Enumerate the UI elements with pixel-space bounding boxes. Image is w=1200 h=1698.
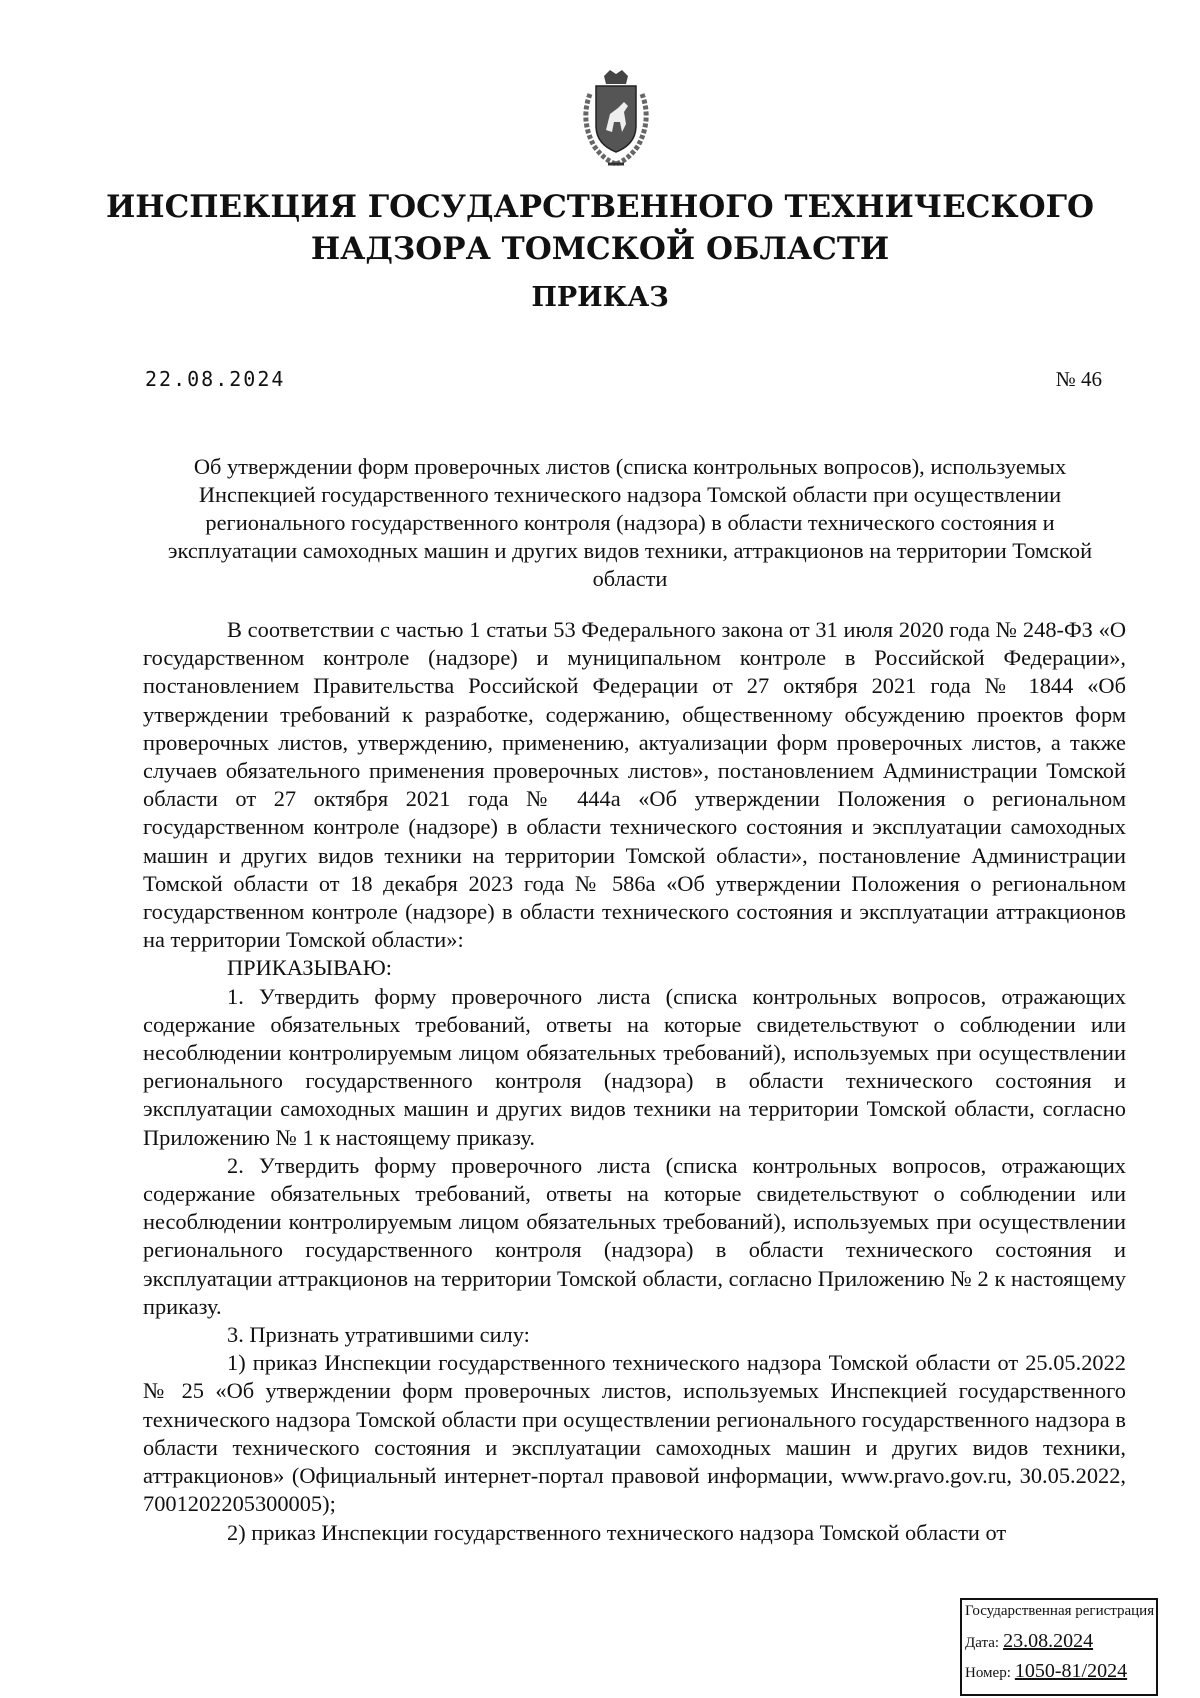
organization-line-2: НАДЗОРА ТОМСКОЙ ОБЛАСТИ bbox=[310, 231, 890, 267]
item-3: 3. Признать утратившими силу: bbox=[227, 1322, 530, 1348]
document-date: 22.08.2024 bbox=[145, 367, 286, 391]
preamble-paragraph: В соответствии с частью 1 статьи 53 Федерального закона от 31 июля 2020 года № 248-ФЗ «О государственном контроле (надзоре) и муниципальном контроле в Российской Федерации», постановлением Правительства Российской Федерации от 27 октября 2021 года № 1844 «Об утверждении требований к разработке, содержанию, общественному обсуждению проектов форм проверочных листов, утверждению, применению, актуализации форм проверочных листов, а также случаев обязательного применения проверочных листов», постановлением Администрации Томской области от 27 октября 2021 года № 444а «Об утверждении Положения о региональном государственном контроле (надзоре) в области технического состояния и эксплуатации самоходных машин и других видов техники на территории Томской области», постановление Администрации Томской области от 18 декабря 2023 года № 586а «Об утверждении Положения о региональном государственном контроле (надзоре) в области технического состояния и эксплуатации аттракционов на территории Томской области»: bbox=[143, 617, 1126, 953]
item-3-2: 2) приказ Инспекции государственного технического надзора Томской области от bbox=[227, 1519, 1007, 1545]
item-3-1: 1) приказ Инспекции государственного технического надзора Томской области от 25.05.2022 № 25 «Об утверждении форм проверочных листов, используемых Инспекцией государственного технического надзора Томской области при осуществлении регионального государственного надзора в области технического состояния и эксплуатации самоходных машин и других видов техники, аттракционов» (Официальный интернет-портал правовой информации, www.pravo.gov.ru, 30.05.2022, 7001202205300005); bbox=[143, 1350, 1126, 1517]
registration-number-row bbox=[965, 1660, 1127, 1683]
registration-number-value: 1050-81/2024 bbox=[1014, 1660, 1128, 1682]
registration-date-row bbox=[965, 1630, 1093, 1653]
organization-line-1: ИНСПЕКЦИЯ ГОСУДАРСТВЕННОГО ТЕХНИЧЕСКОГО bbox=[106, 189, 1094, 225]
organization-name bbox=[0, 186, 1200, 270]
order-word: ПРИКАЗЫВАЮ: bbox=[227, 955, 393, 981]
registration-stamp bbox=[960, 1598, 1158, 1696]
coat-of-arms-icon bbox=[568, 70, 664, 170]
document-subject: Об утверждении форм проверочных листов (списка контрольных вопросов), используемых Инспекцией государственного технического надзора Томской области при осуществлении регионального государственного контроля (надзора) в области технического состояния и эксплуатации самоходных машин и других видов техники, аттракционов на территории Томской области bbox=[167, 454, 1093, 591]
document-number: № 46 bbox=[1055, 367, 1102, 391]
registration-title: Государственная регистрация bbox=[965, 1603, 1155, 1619]
document-type: ПРИКАЗ bbox=[531, 282, 669, 313]
registration-number-label: Номер: bbox=[965, 1665, 1011, 1681]
registration-date-value: 23.08.2024 bbox=[1003, 1630, 1094, 1652]
item-2: 2. Утвердить форму проверочного листа (списка контрольных вопросов, отражающих содержание обязательных требований, ответы на которые свидетельствуют о соблюдении или несоблюдении контролируемым лицом обязательных требований), используемых при осуществлении регионального государственного контроля (надзора) в области технического состояния и эксплуатации аттракционов на территории Томской области, согласно Приложению № 2 к настоящему приказу. bbox=[143, 1152, 1126, 1319]
document-body bbox=[143, 616, 1126, 1547]
item-1: 1. Утвердить форму проверочного листа (списка контрольных вопросов, отражающих содержание обязательных требований, ответы на которые свидетельствуют о соблюдении или несоблюдении контролируемым лицом обязательных требований), используемых при осуществлении регионального государственного контроля (надзора) в области технического состояния и эксплуатации самоходных машин и других видов техники на территории Томской области, согласно Приложению № 1 к настоящему приказу. bbox=[143, 983, 1126, 1150]
registration-date-label: Дата: bbox=[965, 1635, 1000, 1651]
